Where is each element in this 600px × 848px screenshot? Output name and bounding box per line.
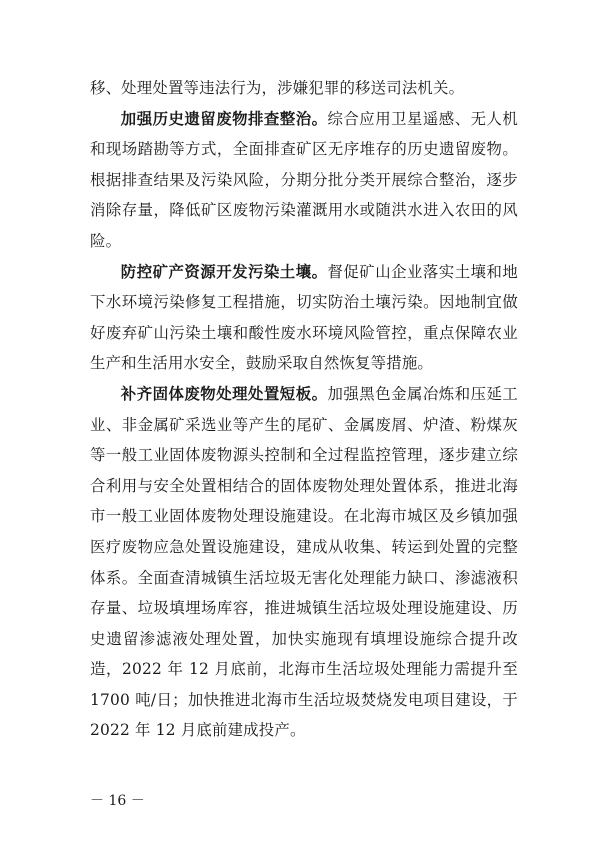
document-body — [90, 73, 518, 746]
paragraph-solid-waste — [90, 379, 518, 746]
paragraph-heading: 防控矿产资源开发污染土壤。 — [120, 262, 328, 281]
paragraph-heading: 补齐固体废物处理处置短板。 — [120, 384, 328, 403]
paragraph-mining-soil — [90, 257, 518, 379]
paragraph-historical-waste — [90, 104, 518, 257]
page-number: － 16 － — [90, 793, 145, 809]
paragraph-heading: 加强历史遗留废物排查整治。 — [120, 109, 328, 128]
paragraph-text: 加强黑色金属冶炼和压延工业、非金属矿采选业等产生的尾矿、金属废屑、炉渣、粉煤灰等一般工业固体废物源头控制和全过程监控管理，逐步建立综合利用与安全处置相结合的固体废物处理处置体系，推进北海市一般工业固体废物处理设施建设。在北海市城区及乡镇加强医疗废物应急处置设施建设，建成从收集、转运到处置的完整体系。全面查清城镇生活垃圾无害化处理能力缺口、渗滤液积存量、垃圾填埋场库容，推进城镇生活垃圾处理设施建设、历史遗留渗滤液处理处置，加快实施现有填埋设施综合提升改造，2022 年 12 月底前，北海市生活垃圾处理能力需提升至 1700 吨/日；加快推进北海市生活垃圾焚烧发电项目建设，于 2022 年 12 月底前建成投产。 — [90, 384, 518, 740]
paragraph-text: 督促矿山企业落实土壤和地下水环境污染修复工程措施，切实防治土壤污染。因地制宜做好废弃矿山污染土壤和酸性废水环境风险管控，重点保障农业生产和生活用水安全，鼓励采取自然恢复等措施。 — [90, 262, 518, 373]
continuation-paragraph: 移、处理处置等违法行为，涉嫌犯罪的移送司法机关。 — [90, 79, 465, 97]
paragraph-text: 综合应用卫星遥感、无人机和现场踏勘等方式，全面排查矿区无序堆存的历史遗留废物。根据排查结果及污染风险，分期分批分类开展综合整治，逐步消除存量，降低矿区废物污染灌溉用水或随洪水进入农田的风险。 — [90, 109, 518, 250]
